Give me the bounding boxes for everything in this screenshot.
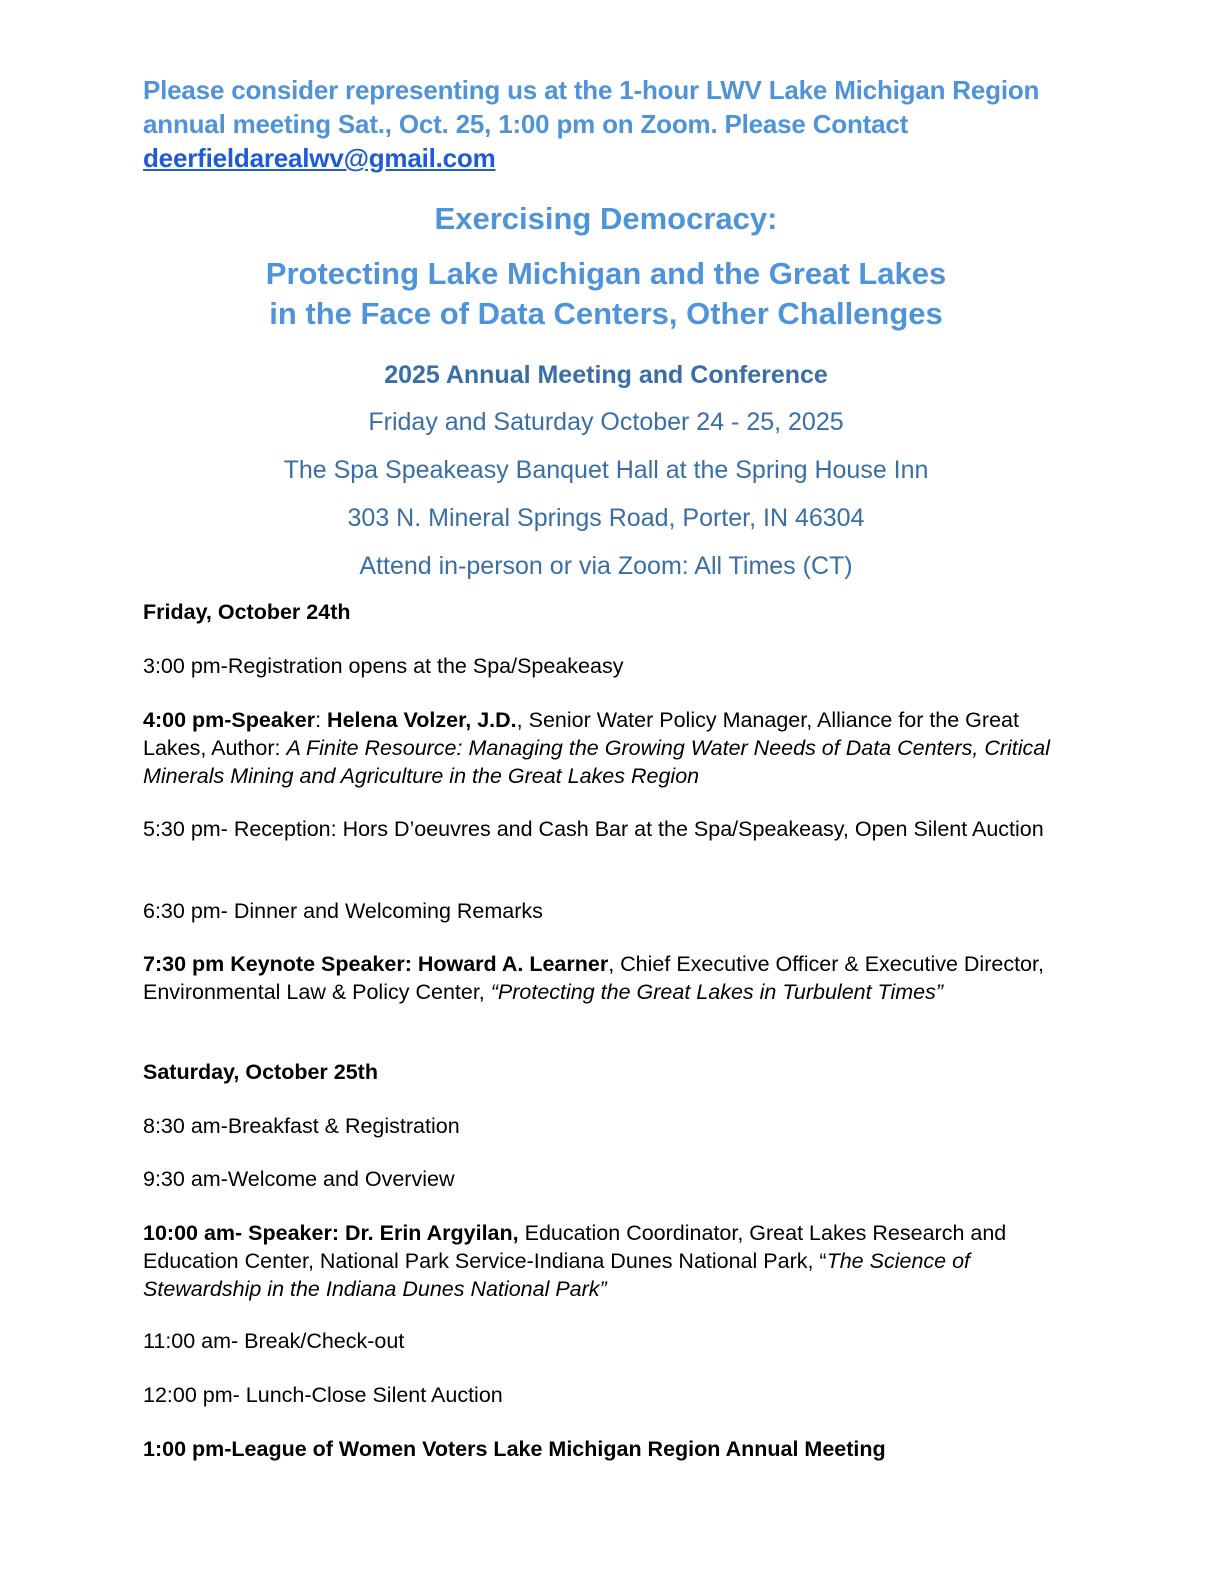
page-subtitle: [0, 254, 1212, 334]
schedule-item: 8:30 am-Breakfast & Registration: [143, 1114, 460, 1138]
item-separator: :: [315, 708, 328, 732]
schedule-item: 9:30 am-Welcome and Overview: [143, 1167, 455, 1191]
schedule-item: [143, 950, 1063, 1006]
annual-meeting-label: 1:00 pm-League of Women Voters Lake Michigan Region Annual Meeting: [143, 1437, 886, 1461]
schedule-item: [143, 1435, 1063, 1463]
speaker-name: Helena Volzer, J.D.: [327, 708, 517, 732]
talk-title: “Protecting the Great Lakes in Turbulent Times”: [490, 980, 944, 1004]
attendance-info: Attend in-person or via Zoom: All Times (CT): [359, 552, 853, 580]
talk-title: The Science of Stewardship in the Indiana Dunes National Park”: [143, 1249, 971, 1301]
schedule-item: 12:00 pm- Lunch-Close Silent Auction: [143, 1383, 503, 1407]
zoom-representation-notice: [143, 73, 1043, 175]
schedule-item: 6:30 pm- Dinner and Welcoming Remarks: [143, 899, 543, 923]
friday-heading: Friday, October 24th: [143, 600, 351, 624]
item-time-label: 4:00 pm-Speaker: [143, 708, 316, 732]
schedule-item: 3:00 pm-Registration opens at the Spa/Speakeasy: [143, 654, 624, 678]
schedule-item: 5:30 pm- Reception: Hors D’oeuvres and Cash Bar at the Spa/Speakeasy, Open Silent Auction: [143, 817, 1044, 841]
event-venue: The Spa Speakeasy Banquet Hall at the Spring House Inn: [283, 456, 929, 484]
page-title: Exercising Democracy:: [434, 201, 778, 236]
notice-text: Please consider representing us at the 1-hour LWV Lake Michigan Region annual meeting Sat., Oct. 25, 1:00 pm on Zoom. Please Contact: [143, 75, 1040, 139]
saturday-heading: Saturday, October 25th: [143, 1060, 378, 1084]
speaker-label: 10:00 am- Speaker: Dr. Erin Argyilan,: [143, 1221, 519, 1245]
schedule-item: [143, 706, 1063, 790]
speaker-details: , Senior Water Policy Manager, Alliance for the Great Lakes, Author:: [143, 708, 1019, 760]
event-name: 2025 Annual Meeting and Conference: [384, 361, 828, 389]
keynote-label: 7:30 pm Keynote Speaker: Howard A. Learner: [143, 952, 609, 976]
contact-email-link[interactable]: deerfieldarealwv@gmail.com: [143, 143, 496, 173]
subtitle-line-1: Protecting Lake Michigan and the Great Lakes: [265, 256, 947, 291]
speaker-details: , Chief Executive Officer & Executive Director, Environmental Law & Policy Center,: [143, 952, 1044, 1004]
schedule-item: 11:00 am- Break/Check-out: [143, 1329, 405, 1353]
speaker-details: Education Coordinator, Great Lakes Research and Education Center, National Park Service-Indiana Dunes National Park, “: [143, 1221, 1007, 1273]
event-dates: Friday and Saturday October 24 - 25, 2025: [368, 408, 844, 436]
schedule-item: [143, 1219, 1063, 1303]
publication-title: A Finite Resource: Managing the Growing Water Needs of Data Centers, Critical Minerals Mining and Agriculture in the Great Lakes Region: [143, 736, 1051, 788]
event-address: 303 N. Mineral Springs Road, Porter, IN 46304: [347, 504, 865, 532]
subtitle-line-2: in the Face of Data Centers, Other Challenges: [269, 296, 943, 331]
